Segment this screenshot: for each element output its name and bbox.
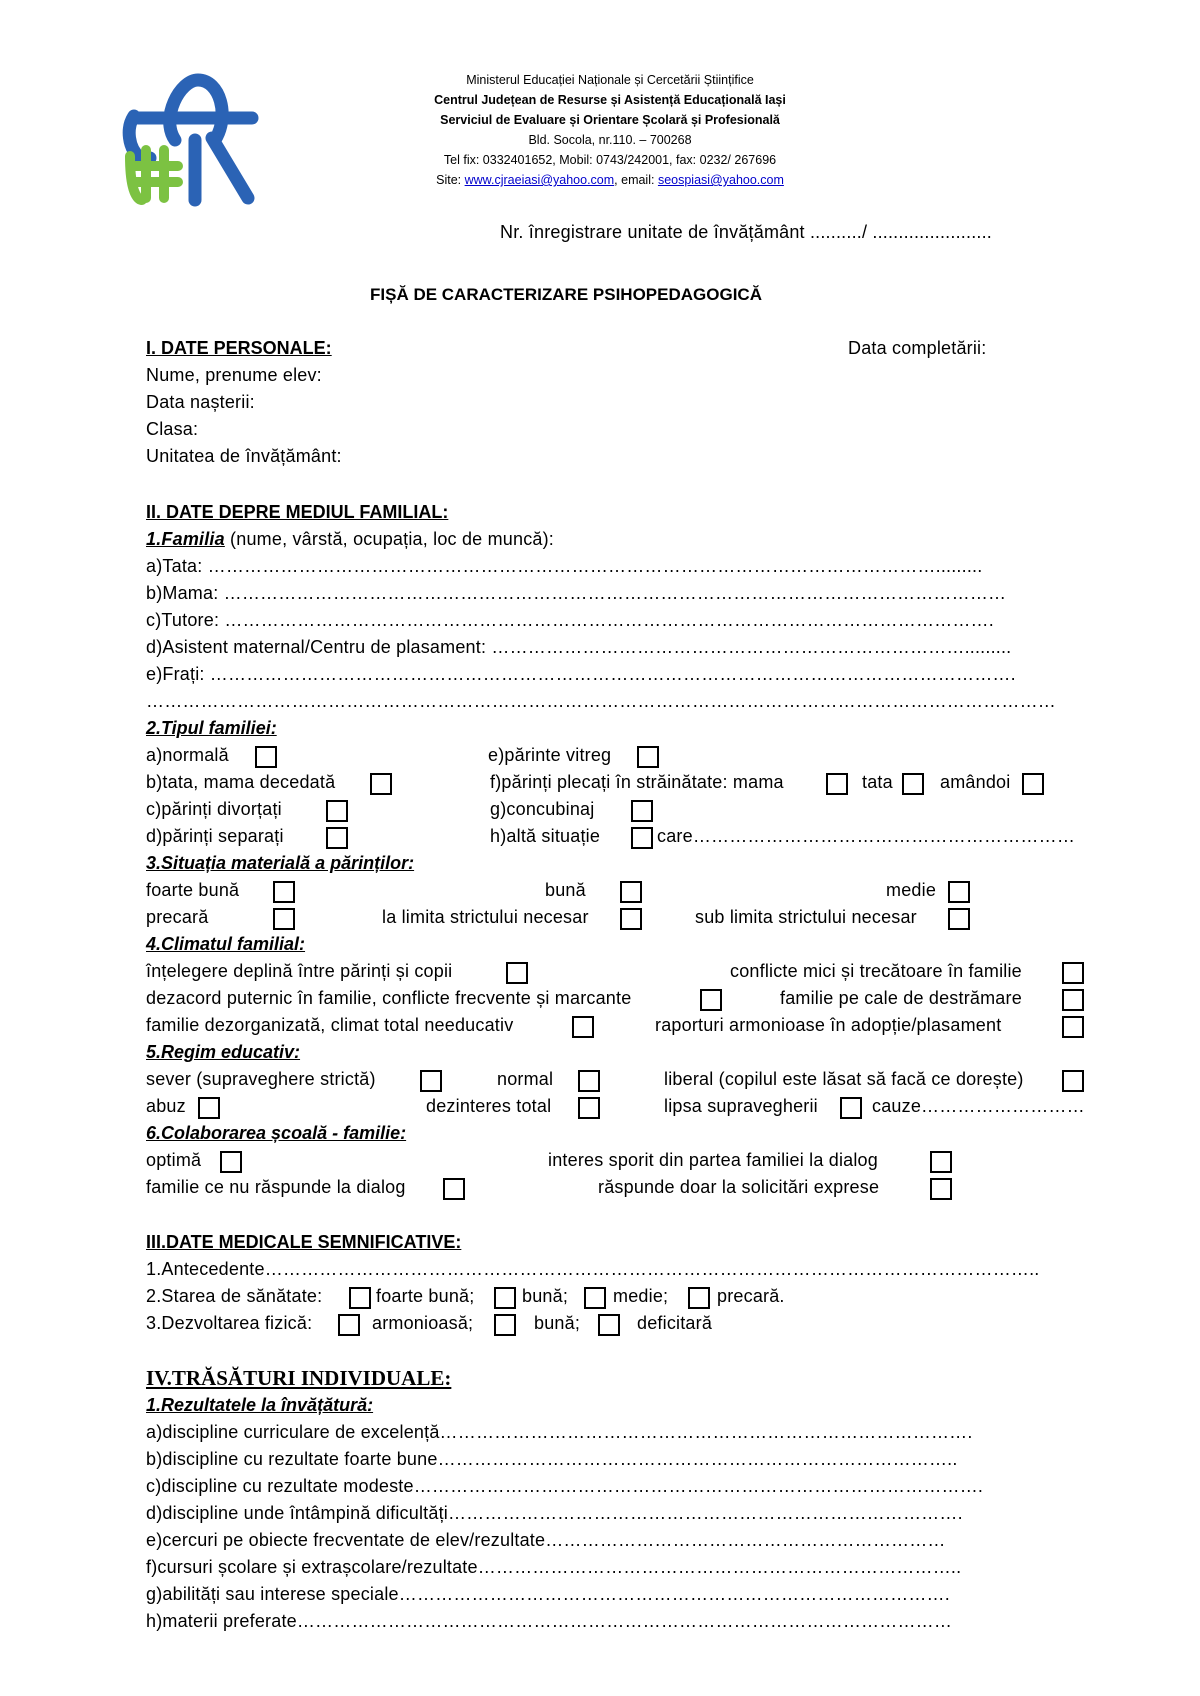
colaborarea-nu-raspunde: familie ce nu răspunde la dialog — [146, 1177, 406, 1197]
regim-normal: normal — [497, 1069, 554, 1089]
colaborarea-optima: optimă — [146, 1150, 202, 1170]
climatul-raporturi: raporturi armonioase în adopție/plasament — [655, 1015, 1002, 1035]
tipul-d: d)părinți separați — [146, 826, 284, 846]
colaborarea-title: 6.Colaborarea școală - familie: — [146, 1123, 407, 1143]
data-nasterii: Data nașterii: — [146, 392, 255, 412]
starea-label: 2.Starea de sănătate: — [146, 1286, 323, 1306]
situatia-precara-checkbox[interactable] — [273, 908, 295, 930]
colaborarea-raspunde-doar: răspunde doar la solicitări exprese — [598, 1177, 880, 1197]
tipul-c: c)părinți divorțați — [146, 799, 282, 819]
regim-liberal: liberal (copilul este lăsat să facă ce dorește) — [664, 1069, 1024, 1089]
rezultate-e: e)cercuri pe obiecte frecventate de elev/rezultate………………………………………………………… — [146, 1530, 946, 1550]
situatia-buna: bună — [545, 880, 586, 900]
asistent-line: d)Asistent maternal/Centru de plasament: ……………………………………………………………………......... — [146, 637, 1012, 657]
rezultate-title: 1.Rezultatele la învățătură: — [146, 1395, 374, 1415]
situatia-la-limita: la limita strictului necesar — [382, 907, 589, 927]
unitatea: Unitatea de învățământ: — [146, 446, 342, 466]
mama-line: b)Mama: ………………………………………………………………………………………………………………… — [146, 583, 1007, 603]
regim-normal-checkbox[interactable] — [578, 1070, 600, 1092]
rezultate-f: f)cursuri școlare și extrașcolare/rezultate…………………………………………………………………….. — [146, 1557, 962, 1577]
email-prefix: , email: — [614, 173, 658, 187]
situatia-medie-checkbox[interactable] — [948, 881, 970, 903]
situatia-title: 3.Situația materială a părinților: — [146, 853, 415, 873]
regim-dezinteres: dezinteres total — [426, 1096, 552, 1116]
regim-sever-checkbox[interactable] — [420, 1070, 442, 1092]
climatul-destramare: familie pe cale de destrămare — [780, 988, 1022, 1008]
familia-line — [146, 529, 554, 550]
dezv-buna: bună; — [534, 1313, 581, 1333]
site-link[interactable]: www.cjraeiasi@yahoo.com — [464, 173, 615, 187]
climatul-intelegere-checkbox[interactable] — [506, 962, 528, 984]
site-prefix: Site: — [436, 173, 465, 187]
starea-precara: precară. — [717, 1286, 785, 1306]
starea-precara-checkbox[interactable] — [688, 1287, 710, 1309]
section3-heading: III.DATE MEDICALE SEMNIFICATIVE: — [146, 1232, 462, 1252]
starea-medie-checkbox[interactable] — [584, 1287, 606, 1309]
regim-lipsa: lipsa supravegherii — [664, 1096, 818, 1116]
dezv-armonioasa-checkbox[interactable] — [338, 1314, 360, 1336]
climatul-dezacord: dezacord puternic în familie, conflicte frecvente și marcante — [146, 988, 632, 1008]
tipul-f-amandoi-checkbox[interactable] — [1022, 773, 1044, 795]
tipul-h-care: care……………………………………………………… — [657, 826, 1076, 846]
regim-liberal-checkbox[interactable] — [1062, 1070, 1084, 1092]
page-title: FIȘĂ DE CARACTERIZARE PSIHOPEDAGOGICĂ — [370, 285, 762, 304]
rezultate-g: g)abilități sau interese speciale………………………………………………………………………………. — [146, 1584, 950, 1604]
situatia-buna-checkbox[interactable] — [620, 881, 642, 903]
regim-lipsa-checkbox[interactable] — [840, 1097, 862, 1119]
tipul-f-tata: tata — [862, 772, 893, 792]
situatia-sub-limita-checkbox[interactable] — [948, 908, 970, 930]
climatul-conflicte-mici: conflicte mici și trecătoare în familie — [730, 961, 1022, 981]
starea-medie: medie; — [613, 1286, 669, 1306]
starea-buna: bună; — [522, 1286, 569, 1306]
climatul-intelegere: înțelegere deplină între părinți și copii — [146, 961, 453, 981]
tipul-e: e)părinte vitreg — [488, 745, 612, 765]
dezv-deficitara: deficitară — [637, 1313, 713, 1333]
regim-abuz: abuz — [146, 1096, 186, 1116]
regim-abuz-checkbox[interactable] — [198, 1097, 220, 1119]
tipul-e-checkbox[interactable] — [637, 746, 659, 768]
frati-line: e)Frați: ……………………………………………………………………………………………………………………. — [146, 664, 1016, 684]
frati-continuation: …………………………………………………………………………………………………………………………………… — [146, 691, 1056, 711]
regim-sever: sever (supraveghere strictă) — [146, 1069, 376, 1089]
situatia-medie: medie — [886, 880, 937, 900]
clasa: Clasa: — [146, 419, 199, 439]
regim-dezinteres-checkbox[interactable] — [578, 1097, 600, 1119]
nume-prenume: Nume, prenume elev: — [146, 365, 322, 385]
registration-number: Nr. înregistrare unitate de învățământ ........../ ....................... — [500, 222, 992, 242]
dezv-deficitara-checkbox[interactable] — [598, 1314, 620, 1336]
dezv-buna-checkbox[interactable] — [494, 1314, 516, 1336]
colaborarea-nu-raspunde-checkbox[interactable] — [443, 1178, 465, 1200]
tipul-d-checkbox[interactable] — [326, 827, 348, 849]
rezultate-c: c)discipline cu rezultate modeste…………………………………………………………………………………. — [146, 1476, 984, 1496]
colaborarea-raspunde-doar-checkbox[interactable] — [930, 1178, 952, 1200]
rezultate-d: d)discipline unde întâmpină dificultăți…………………………………………………………………………. — [146, 1503, 963, 1523]
header-ministry: Ministerul Educației Naționale și Cercetării Științifice — [466, 73, 754, 87]
tutore-line: c)Tutore: ………………………………………………………………………………………………………………. — [146, 610, 994, 630]
tipul-f-tata-checkbox[interactable] — [902, 773, 924, 795]
climatul-destramare-checkbox[interactable] — [1062, 989, 1084, 1011]
familia-desc: (nume, vârstă, ocupația, loc de muncă): — [224, 529, 554, 549]
tipul-f-mama-checkbox[interactable] — [826, 773, 848, 795]
rezultate-b: b)discipline cu rezultate foarte bune………………………………………………………………………….. — [146, 1449, 958, 1469]
header-service: Serviciul de Evaluare și Orientare Școlară și Profesională — [440, 113, 780, 127]
dezv-armonioasa: armonioasă; — [372, 1313, 474, 1333]
colaborarea-optima-checkbox[interactable] — [220, 1151, 242, 1173]
climatul-dezorganizata: familie dezorganizată, climat total needucativ — [146, 1015, 514, 1035]
header-center: Centrul Județean de Resurse și Asistență Educațională Iași — [434, 93, 786, 107]
tipul-f-amandoi: amândoi — [940, 772, 1011, 792]
header-phone: Tel fix: 0332401652, Mobil: 0743/242001, fax: 0232/ 267696 — [443, 153, 777, 167]
tipul-g: g)concubinaj — [490, 799, 595, 819]
starea-foarte-buna-checkbox[interactable] — [349, 1287, 371, 1309]
data-completarii: Data completării: — [848, 338, 987, 358]
header-contact — [360, 170, 860, 190]
colaborarea-interes: interes sporit din partea familiei la dialog — [548, 1150, 878, 1170]
logo — [120, 68, 270, 208]
tipul-f: f)părinți plecați în străinătate: mama — [490, 772, 784, 792]
section1-heading: I. DATE PERSONALE: — [146, 338, 332, 358]
tipul-a: a)normală — [146, 745, 229, 765]
email-link[interactable]: seospiasi@yahoo.com — [657, 173, 784, 187]
situatia-sub-limita: sub limita strictului necesar — [695, 907, 917, 927]
dezvoltarea-label: 3.Dezvoltarea fizică: — [146, 1313, 313, 1333]
starea-foarte-buna: foarte bună; — [376, 1286, 475, 1306]
section4-heading: IV.TRĂSĂTURI INDIVIDUALE: — [146, 1366, 452, 1390]
climatul-conflicte-mici-checkbox[interactable] — [1062, 962, 1084, 984]
tipul-b-checkbox[interactable] — [370, 773, 392, 795]
tipul-title: 2.Tipul familiei: — [146, 718, 277, 738]
tipul-b: b)tata, mama decedată — [146, 772, 336, 792]
header-address: Bld. Socola, nr.110. – 700268 — [528, 133, 692, 147]
climatul-title: 4.Climatul familial: — [146, 934, 306, 954]
climatul-raporturi-checkbox[interactable] — [1062, 1016, 1084, 1038]
starea-buna-checkbox[interactable] — [494, 1287, 516, 1309]
antecedente-line: 1.Antecedente……………………………………………………………………………………………………………….. — [146, 1259, 1040, 1279]
tipul-c-checkbox[interactable] — [326, 800, 348, 822]
colaborarea-interes-checkbox[interactable] — [930, 1151, 952, 1173]
tipul-a-checkbox[interactable] — [255, 746, 277, 768]
situatia-la-limita-checkbox[interactable] — [620, 908, 642, 930]
situatia-precara: precară — [146, 907, 209, 927]
tipul-h-checkbox[interactable] — [631, 827, 653, 849]
tata-line: a)Tata: …………………………………………………………………………………………………………......... — [146, 556, 983, 576]
regim-cauze: cauze……………………… — [872, 1096, 1085, 1116]
rezultate-h: h)materii preferate……………………………………………………………………………………………… — [146, 1611, 953, 1631]
climatul-dezacord-checkbox[interactable] — [700, 989, 722, 1011]
familia-title: 1.Familia — [146, 529, 225, 549]
situatia-foarte-buna: foarte bună — [146, 880, 240, 900]
regim-title: 5.Regim educativ: — [146, 1042, 301, 1062]
section2-heading: II. DATE DEPRE MEDIUL FAMILIAL: — [146, 502, 449, 522]
situatia-foarte-buna-checkbox[interactable] — [273, 881, 295, 903]
climatul-dezorganizata-checkbox[interactable] — [572, 1016, 594, 1038]
tipul-g-checkbox[interactable] — [631, 800, 653, 822]
rezultate-a: a)discipline curriculare de excelență……………………………………………………………………………. — [146, 1422, 973, 1442]
tipul-h: h)altă situație — [490, 826, 601, 846]
